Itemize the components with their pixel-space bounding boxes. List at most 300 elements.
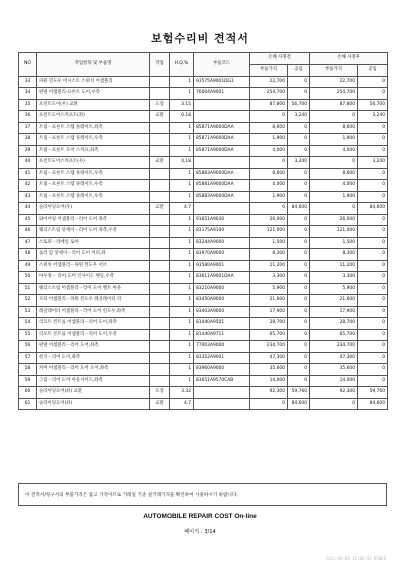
header-labor-before: 공임 [288,65,310,77]
header-part-price-after: 부품가격 [310,65,358,77]
page-number: 페이지 : 3/14 [184,529,216,535]
table-row [19,306,388,318]
cell-item: 웨더스트립 앗세이－리어 도어 좌측,우측 [37,226,150,238]
cell-part-price-before: 28,700 [250,318,288,330]
cell-no: 60 [19,387,37,399]
cell-work [150,226,170,238]
cell-labor-before: 0 [288,352,310,364]
cell-part-code [194,398,250,410]
cell-labor-after: 0 [358,318,388,330]
cell-labor-before: 0 [288,237,310,249]
cell-work [150,191,170,203]
cell-hqty: 1 [170,249,194,261]
table-row [19,364,388,376]
cell-part-code: 83960A9000 [194,364,250,376]
cell-no: 42 [19,180,37,192]
cell-item: 트림－프론트 스텝 플레이트,우측 [37,180,150,192]
cell-part-code: 85871A9000DAA [194,145,250,157]
table-row [19,318,388,330]
cell-labor-after: 0 [358,375,388,387]
cell-part-code: 76004A9001 [194,88,250,100]
price-notice: 이 견적서/청구서의 부품가격은 참고 가격이므로 거래일 기준 실거래가격을 확인하여 사용하시기 바랍니다. [18,483,387,506]
cell-no: 53 [19,306,37,318]
table-row [19,375,388,387]
cell-labor-before: 0 [288,306,310,318]
cell-item: 아우정－ 리어 도어 인사이드 핸들,우측 [37,272,150,284]
cell-labor-after: 0 [358,329,388,341]
cell-hqty: 1 [170,375,194,387]
cell-part-code: 83352A9001 [194,352,250,364]
cell-part-price-after: 0 [310,157,358,169]
cell-part-price-after: 234,700 [310,341,358,353]
cell-part-code: 85871A9000DAA [194,122,250,134]
cell-item: 레귤레이터 어셈블리－리어 도어 윈도우,좌측 [37,306,150,318]
cell-item: 커버 어셈블리－리어 도어 오어,좌측 [37,364,150,376]
cell-labor-after: 0 [358,122,388,134]
cell-hqty: 1 [170,76,194,88]
cell-work [150,88,170,100]
cell-part-price-after: 8,300 [310,249,358,261]
cell-hqty: 1 [170,364,194,376]
cell-item: 트림－프론트 스텝 플레이트,우측 [37,191,150,203]
cell-work [150,364,170,376]
cell-labor-before: 0 [288,226,310,238]
cell-labor-before: 84,600 [288,398,310,410]
cell-part-code: 93580A9001 [194,260,250,272]
table-row [19,214,388,226]
cell-labor-before: 0 [288,191,310,203]
cell-labor-after: 0 [358,145,388,157]
cell-work [150,237,170,249]
cell-part-price-before: 4,000 [250,145,288,157]
cell-labor-before: 0 [288,272,310,284]
cell-no: 46 [19,226,37,238]
cell-item: 모터 어셈블리－파워 윈도우 레귤레이터 리 [37,295,150,307]
cell-work [150,260,170,272]
cell-labor-before: 0 [288,295,310,307]
header-before-assessment: 손해 사정전 [250,53,310,65]
cell-part-code: 85883A9000DAA [194,168,250,180]
cell-work [150,180,170,192]
header-after-assessment: 손해 사정후 [310,53,388,65]
cell-part-code: 85871A9000DAA [194,134,250,146]
cell-labor-after: 0 [358,191,388,203]
cell-work: 교환 [150,398,170,410]
cell-part-code: 83970A9000 [194,249,250,261]
cell-part-price-after: 1,900 [310,191,358,203]
cell-work [150,168,170,180]
cell-part-price-before: 1,900 [250,191,288,203]
cell-part-price-before: 21,600 [250,295,288,307]
cell-part-code: 83450A9000 [194,295,250,307]
cell-hqty: 1 [170,283,194,295]
cell-item: 판넬 어셈블리-프론트 도어,우측 [37,88,150,100]
cell-no: 51 [19,283,37,295]
cell-part-price-after: 17,900 [310,306,358,318]
cell-work [150,272,170,284]
cell-part-price-after: 22,700 [310,76,358,88]
cell-labor-after: 0 [358,341,388,353]
cell-work [150,341,170,353]
cell-part-price-after: 8,600 [310,168,358,180]
cell-part-price-before: 0 [250,157,288,169]
cell-part-price-before: 35,600 [250,364,288,376]
cell-part-code: 85881A9000DAA [194,180,250,192]
cell-labor-before: 0 [288,180,310,192]
table-row [19,122,388,134]
cell-item: 트림－프론트 스텝 플레이트,우측 [37,134,150,146]
cell-item: 파워 윈도우 어시스트 스위치 어셈블리 [37,76,150,88]
cell-no: 36 [19,111,37,123]
cell-labor-before: 0 [288,214,310,226]
cell-labor-after: 0 [358,214,388,226]
page-title: 보험수리비 견적서 [151,32,249,45]
cell-no: 57 [19,352,37,364]
table-row [19,398,388,410]
cell-labor-before: 0 [288,364,310,376]
cell-work [150,145,170,157]
cell-hqty: 1 [170,295,194,307]
cell-labor-before: 0 [288,122,310,134]
cell-labor-after: 0 [358,364,388,376]
cell-labor-after: 56,700 [358,99,388,111]
cell-labor-before: 0 [288,88,310,100]
cell-no: 44 [19,203,37,215]
header-item: 작업항목 및 부품명 [37,53,150,77]
cell-item: 리모트 컨트롤 어셈블리－리어 도어,좌측 [37,318,150,330]
cell-part-price-after: 1,500 [310,237,358,249]
cell-no: 34 [19,88,37,100]
estimate-table [18,52,388,410]
cell-item: 스위치 어셈블리－파워 윈도우 서브 [37,260,150,272]
cell-no: 37 [19,122,37,134]
cell-work [150,249,170,261]
cell-item: 트림－프론트 스텝 플레이트,좌측 [37,122,150,134]
cell-labor-after: 0 [358,88,388,100]
cell-part-code [194,203,250,215]
cell-work: 교환 [150,157,170,169]
cell-item: 힌지－리어 도어,좌측 [37,352,150,364]
cell-hqty: 4.7 [170,203,194,215]
cell-part-code: 83403A9000 [194,306,250,318]
cell-item: 슬라이딩도어(좌) 교환 [37,387,150,399]
cell-part-price-before: 121,000 [250,226,288,238]
cell-no: 45 [19,214,37,226]
cell-part-price-after: 0 [310,111,358,123]
cell-part-price-after: 0 [310,398,358,410]
cell-part-price-before: 14,000 [250,375,288,387]
cell-no: 58 [19,364,37,376]
table-row [19,203,388,215]
header-part-code: 부품코드 [194,53,250,77]
cell-item: 웨더스트립 어셈블리－리어 도어 벨트 아웃 [37,283,150,295]
cell-labor-after: 0 [358,180,388,192]
cell-labor-before: 56,700 [288,99,310,111]
cell-part-price-after: 14,000 [310,375,358,387]
cell-labor-after: 3,240 [358,157,388,169]
cell-part-price-before: 1,500 [250,237,288,249]
cell-item: 슬라이딩도어(우) [37,203,150,215]
cell-work: 도장 [150,387,170,399]
cell-part-code: 91651A9030 [194,214,250,226]
cell-labor-before: 0 [288,145,310,157]
cell-part-price-before: 47,300 [250,352,288,364]
cell-hqty: 1 [170,318,194,330]
print-timestamp: 2021-09-06 11:06:43 RTWEE [325,556,386,561]
cell-part-price-before: 0 [250,203,288,215]
cell-labor-before: 0 [288,283,310,295]
cell-part-price-after: 47,300 [310,352,358,364]
cell-part-price-after: 35,600 [310,364,358,376]
cell-part-price-after: 21,600 [310,295,358,307]
cell-labor-after: 0 [358,306,388,318]
cell-hqty: 1 [170,145,194,157]
cell-part-price-after: 121,000 [310,226,358,238]
cell-labor-after: 0 [358,272,388,284]
cell-hqty: 1 [170,329,194,341]
cell-part-price-before: 22,700 [250,76,288,88]
table-row [19,111,388,123]
cell-labor-after: 0 [358,260,388,272]
table-body [19,76,388,410]
cell-hqty: 1 [170,341,194,353]
table-row [19,260,388,272]
cell-part-code: 83651A9570CAB [194,375,250,387]
cell-part-code [194,99,250,111]
table-row [19,272,388,284]
header-hqty: H.Q.% [170,53,194,77]
cell-item: 판넬 어셈블리－리어 도어,좌측 [37,341,150,353]
cell-labor-after: 0 [358,237,388,249]
cell-hqty: 3.15 [170,99,194,111]
cell-part-price-before: 11,200 [250,260,288,272]
cell-part-price-after: 4,000 [310,180,358,192]
cell-part-price-after: 3,300 [310,272,358,284]
cell-work [150,352,170,364]
header-labor-after: 공임 [358,65,388,77]
table-row [19,329,388,341]
cell-labor-after: 0 [358,352,388,364]
cell-no: 55 [19,329,37,341]
cell-hqty: 1 [170,134,194,146]
cell-item: 프런트도어스커프트(좌) [37,111,150,123]
cell-part-price-after: 8,600 [310,122,358,134]
cell-work [150,134,170,146]
cell-work [150,375,170,387]
cell-hqty: 1 [170,168,194,180]
cell-no: 39 [19,145,37,157]
cell-item: 트림－프론트 스텝 플레이트,우측 [37,168,150,180]
cell-labor-before: 3,240 [288,111,310,123]
cell-hqty: 3.32 [170,387,194,399]
cell-part-code: 83244A9000 [194,237,250,249]
cell-labor-after: 84,600 [358,203,388,215]
cell-part-code: 83210A9000 [194,283,250,295]
table-row [19,180,388,192]
cell-hqty: 4.7 [170,398,194,410]
cell-part-price-before: 254,700 [250,88,288,100]
cell-item: 스토퍼－리에일 로아 [37,237,150,249]
table-row [19,352,388,364]
table-row [19,157,388,169]
cell-work [150,214,170,226]
cell-hqty: 1 [170,122,194,134]
cell-hqty: 1 [170,272,194,284]
cell-no: 59 [19,375,37,387]
cell-labor-after: 0 [358,76,388,88]
cell-hqty: 1 [170,88,194,100]
header-work: 작업 [150,53,170,77]
table-row [19,134,388,146]
cell-labor-before: 0 [288,134,310,146]
cell-part-price-before: 1,900 [250,134,288,146]
cell-labor-before: 0 [288,249,310,261]
cell-part-code: 77003A9000 [194,341,250,353]
cell-item: 리모트 콘트롤 어셈블리－리어 도어,우측 [37,329,150,341]
cell-part-price-after: 92,300 [310,387,358,399]
cell-part-price-before: 92,300 [250,387,288,399]
cell-hqty: 1 [170,260,194,272]
cell-no: 54 [19,318,37,330]
cell-work [150,318,170,330]
cell-no: 56 [19,341,37,353]
cell-no: 33 [19,76,37,88]
table-row [19,341,388,353]
cell-part-price-after: 11,200 [310,260,358,272]
cell-labor-after: 0 [358,168,388,180]
table-row [19,226,388,238]
cell-labor-after: 0 [358,249,388,261]
cell-part-code [194,111,250,123]
table-row [19,237,388,249]
cell-part-price-before: 8,600 [250,168,288,180]
table-row [19,295,388,307]
cell-no: 49 [19,260,37,272]
cell-item: 그립－리어 도어 아웃사이드,좌측 [37,375,150,387]
cell-labor-after: 84,600 [358,398,388,410]
cell-hqty: 1 [170,237,194,249]
table-row [19,88,388,100]
cell-labor-before: 0 [288,341,310,353]
cell-work [150,295,170,307]
cell-part-price-after: 87,800 [310,99,358,111]
cell-hqty: 1 [170,214,194,226]
cell-no: 35 [19,99,37,111]
cell-part-price-before: 87,800 [250,99,288,111]
table-row [19,387,388,399]
cell-labor-after: 0 [358,295,388,307]
cell-part-price-before: 26,000 [250,214,288,226]
cell-hqty: 0.18 [170,111,194,123]
cell-no: 61 [19,398,37,410]
cell-work [150,283,170,295]
cell-no: 41 [19,168,37,180]
cell-part-price-after: 4,000 [310,145,358,157]
cell-part-price-before: 234,700 [250,341,288,353]
cell-part-price-before: 4,000 [250,180,288,192]
table-row [19,191,388,203]
table-row [19,168,388,180]
cell-part-price-after: 254,700 [310,88,358,100]
cell-item: 프런트도어(우) 교환 [37,99,150,111]
cell-part-code: 81440A9501 [194,318,250,330]
cell-part-price-after: 1,900 [310,134,358,146]
cell-part-price-before: 8,600 [250,122,288,134]
cell-labor-before: 0 [288,375,310,387]
cell-work [150,122,170,134]
cell-part-code: 85883A9000DAA [194,191,250,203]
cell-labor-after: 0 [358,226,388,238]
table-row [19,99,388,111]
table-row [19,283,388,295]
cell-part-price-before: 0 [250,398,288,410]
cell-no: 47 [19,237,37,249]
cell-hqty: 1 [170,226,194,238]
cell-labor-before: 0 [288,318,310,330]
table-header-row [19,53,388,65]
cell-hqty: 1 [170,191,194,203]
cell-part-code: 81440A9711 [194,329,250,341]
cell-part-code: 93575A9001DG1 [194,76,250,88]
cell-item: 롤러 암 앗세이－리어 도어 어퍼,좌 [37,249,150,261]
cell-work: 교환 [150,203,170,215]
cell-no: 48 [19,249,37,261]
cell-part-price-before: 17,900 [250,306,288,318]
cell-hqty: 1 [170,180,194,192]
cell-labor-before: 59,760 [288,387,310,399]
cell-part-price-after: 65,700 [310,329,358,341]
cell-part-price-after: 26,000 [310,214,358,226]
cell-labor-after: 0 [358,134,388,146]
cell-part-price-after: 5,900 [310,283,358,295]
header-part-price-before: 부품가격 [250,65,288,77]
cell-labor-after: 0 [358,283,388,295]
cell-part-price-before: 3,300 [250,272,288,284]
cell-part-price-after: 0 [310,203,358,215]
cell-hqty: 1 [170,352,194,364]
cell-item: 와이어링 어셈블리－리어 도어 좌측 [37,214,150,226]
cell-part-code: 83611A9001DAA [194,272,250,284]
cell-work: 교환 [150,111,170,123]
cell-work [150,306,170,318]
cell-no: 38 [19,134,37,146]
table-row [19,145,388,157]
cell-no: 43 [19,191,37,203]
cell-part-price-after: 28,700 [310,318,358,330]
cell-labor-after: 3,240 [358,111,388,123]
cell-hqty: 0.18 [170,157,194,169]
cell-labor-before: 84,600 [288,203,310,215]
cell-part-code [194,387,250,399]
cell-work: 도장 [150,99,170,111]
cell-part-price-before: 8,300 [250,249,288,261]
cell-part-code: 83175A9100 [194,226,250,238]
cell-work [150,329,170,341]
cell-item: 트림－프론트 도어 스커프,좌측 [37,145,150,157]
cell-part-price-before: 0 [250,111,288,123]
cell-labor-before: 0 [288,168,310,180]
header-no: NO [19,53,37,77]
cell-no: 50 [19,272,37,284]
cell-labor-after: 59,760 [358,387,388,399]
cell-labor-before: 0 [288,260,310,272]
table-row [19,76,388,88]
cell-item: 슬라이딩도어(좌) [37,398,150,410]
cell-no: 40 [19,157,37,169]
cell-no: 52 [19,295,37,307]
cell-labor-before: 0 [288,329,310,341]
cell-work [150,76,170,88]
